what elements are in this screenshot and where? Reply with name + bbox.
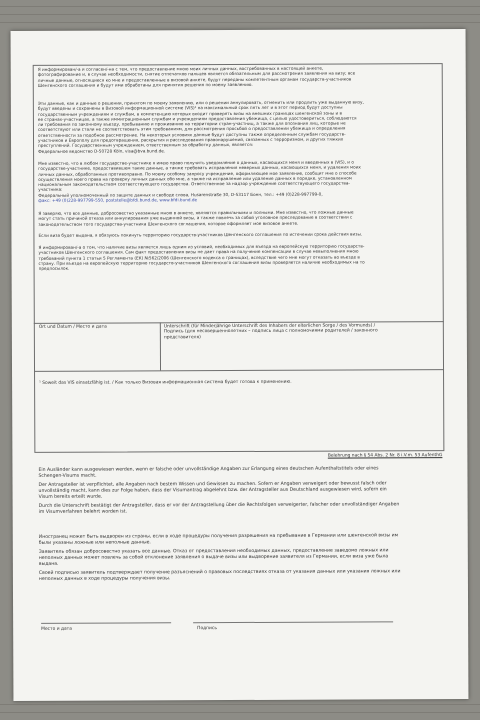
russian-paragraph: Иностранец может быть выдворен из страны, если в ходе процедуры получения разрешения на пребывание в Германии или шенгенской визы им были указаны ложные или неполные данные. [38, 533, 399, 546]
sign-place-date-label: Ort und Datum / Место и дата [38, 324, 107, 330]
russian-paragraph: Своей подписью заявитель подтверждает получение разъяснений о правовых последствиях отказа от указания данных или указания ложных или неполных данных в ходе процедуры получения визы. [38, 569, 401, 582]
signature-line[interactable] [193, 621, 393, 623]
signature-caption: Подпись [197, 626, 217, 632]
german-paragraph: Der Antragsteller ist verpflichtet, alle Angaben nach bestem Wissen und Gewissen zu machen. Sofern er Angaben verweigert oder bewusst falsch oder unvollständig macht, kann dies zur Folge haben, dass der Visumantrag abgelehnt bzw. der Antragsteller aus Deutschland ausgewiesen wird, sofern ein Visum bereits erteilt wurde. [38, 481, 387, 500]
paragraph-leave: Если виза будет выдана, я обязуюсь покинуть территорию государств-участников Шенгенского соглашения по истечении срока действия визы. [38, 231, 363, 238]
sign-signature-label: Unterschrift (für Minderjährige Unterschrift des Inhabers der elterlichen Sorge / des Vormunds) / Подпись (для несовершеннолетних – подпись лица с полномочиями родителей / законного представителя) [163, 323, 378, 341]
german-paragraph: Durch die Unterschrift bestätigt der Antragsteller, dass er vor der Antragstellung über die Rechtsfolgen verweigerter, falscher oder unvollständiger Angaben im Visumverfahren belehrt worden ist. [38, 502, 400, 515]
russian-section [39, 533, 447, 583]
contact-links: факс: +49 (0)228-997799-550, poststelle@bfdi.bund.de, www.bfdi.bund.de [38, 197, 198, 203]
signature-row-divider [160, 322, 161, 370]
german-paragraph: Ein Ausländer kann ausgewiesen werden, wenn er falsche oder unvollständige Angaben zur Erlangung eines deutschen Aufenthaltstitels oder eines Schengen-Visums macht. [38, 466, 379, 479]
place-date-caption: Место и дата [41, 626, 72, 632]
paragraph-rights: Мне известно, что в любом государстве-участнике я имею право получить уведомление о данных, касающихся меня и введенных в (VIS), и о государстве-участнике, предоставившем такие данные, а также требовать исправления неверных данных, касающихся меня, и удаления моих личных данных, обработанных противоправно. По моему особому запросу учреждение, оформляющее мое заявление, сообщит мне о способе осуществления моего права на проверку личных данных обо мне, а также на исправление или удаление данных в порядке, установленном национальным законодательством соответствующего государства. Ответственное за надзор учреждение соответствующего государства- участника: Федеральный уполномоченный по защите данных и свободе слова, Husarenstraße 30, D-53117 Бонн, тел.: +49 (0)228-997799-0, факс: +49 (0)228-997799-550, poststelle@bfdi.bund.de, www.bfdi.bund.de [38, 159, 438, 203]
paragraph-vis: Эти данные, как и данные о решении, принятом по моему заявлению, или о решении аннулировать, отменить или продлить уже выданную визу, будут введены и сохранены в Визовой информационной системе (VIS)¹ на максимальный срок пять лет и в этот период будут доступны государственным учреждениям и службам, в компетенцию которых входит проверять визы на внешних границах шенгенской зоны и в ее странах-участницах, а также иммиграционным службам и учреждениям предоставления убежища, с целью удостовериться, соблюдаются ли требования по законному въезду, пребыванию и проживанию на территории стран-участниц, а также для опознания лиц, которые не соответствуют или стали не соответствовать этим требованиям, для рассмотрения просьбой о предоставлении убежища и определения ответственности за подобное рассмотрение. На некоторых условиях данные будут доступны также определенным службам государств- участников и Европолу для предотвращения, раскрытия и расследования правонарушений, связанных с терроризмом, и других тяжких преступлений. Государственным учреждением, ответственным за обработку данных, является: Федеральное ведомство D-50728 Köln, visa@bva.bund.de. [37, 99, 364, 154]
belehrung-heading: Belehrung nach § 54 Abs. 2 Nr. 8 i.V.m. 53 AufenthG [327, 453, 443, 459]
paragraph-consent: Я информирован/-а и согласен/-на с тем, что предоставление мною моих личных данных, востребованных в настоящей анкете, фотографирование и, в случае необходимости, снятие отпечатков пальцев является обязательным для рассмотрения заявления на визу; все личные данные, относящиеся ко мне и предоставленные в визовой анкете, будут переданы компетентным органам государств-участников Шенгенского соглашения и будут ими обработаны для принятия решения по моему заявлению. [37, 65, 356, 88]
visa-form-page [11, 29, 469, 701]
paragraph-assurance: Я заверяю, что все данные, добросовестно указанные мною в анкете, являются правильными и полными. Мне известно, что ложные данные могут стать причиной отказа или аннулирования уже выданной визы, а также повлечь за собой уголовное преследование в соответствии с законодательством того государства-участника Шенгенского соглашения, которое оформляет мое визовое анкете. [38, 209, 354, 227]
russian-paragraph: Заявитель обязан добросовестно указать все данные. Отказ от предоставления необходимых данных, предоставление заведомо ложных или неполных данных может повлечь за собой отклонение заявления о выдаче визы или выдворение заявителя из Германии, если виза уже была выдана. [38, 548, 389, 567]
vis-footnote: ¹ Soweit das VIS einsatzfähig ist. / Как только Визовая информационная система будет готова к применению. [39, 379, 292, 386]
place-date-line[interactable] [41, 622, 171, 624]
german-section [38, 466, 446, 516]
paragraph-entry: Я информирован/-а о том, что наличие визы является лишь одним из условий, необходимых для въезда на европейскую территорию государств- участников Шенгенского соглашения. Сам факт предоставления визы не дает права на получение компенсации в случае невыполнения мною требований пункта 1 статьи 5 Регламента (ЕК) №562/2006 (Шенгенского кодекса о границах), вследствие чего мне могут отказать во въезде в страну. При въезде на европейскую территорию государств-участников Шенгенского соглашения визы проверяется наличие необходимых на то предпосылок. [38, 243, 365, 272]
